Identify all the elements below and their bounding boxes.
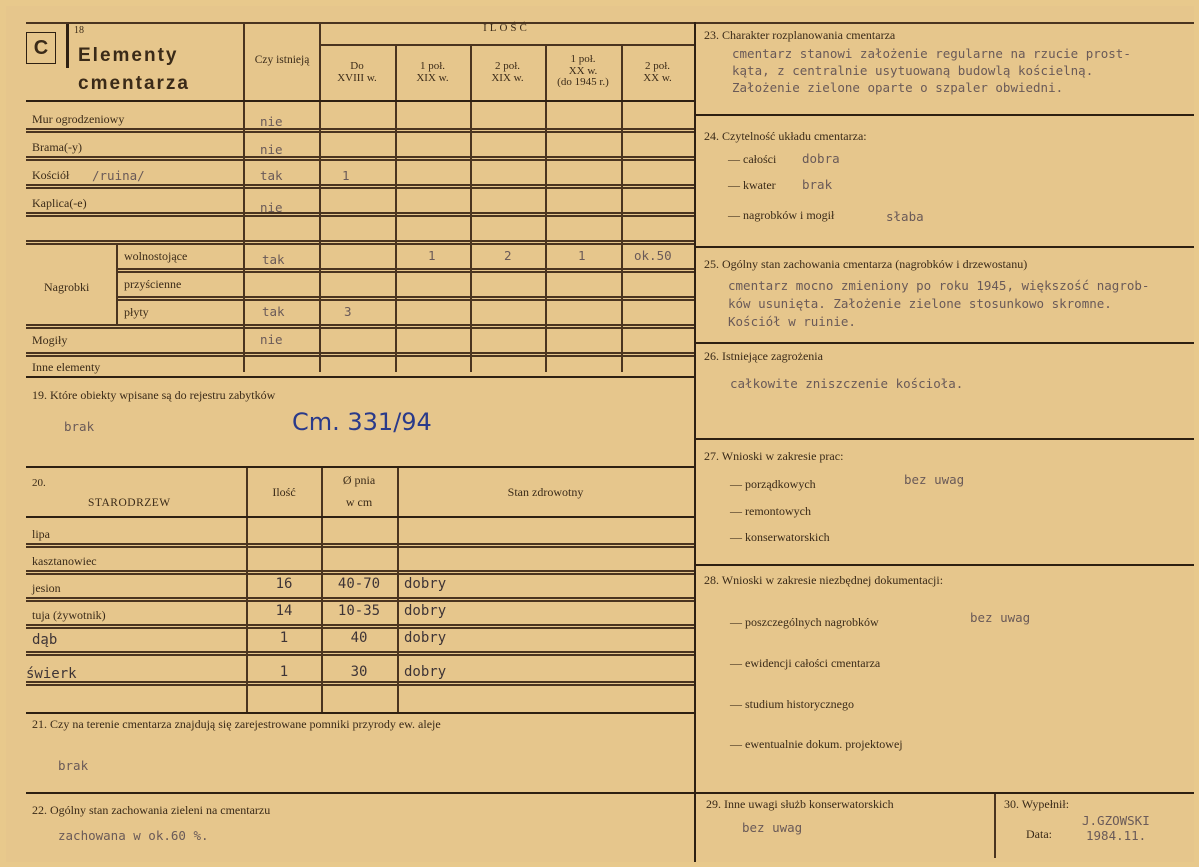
s25-line: Kościół w ruinie. xyxy=(728,314,856,329)
period-header: Do XVIII w. xyxy=(337,60,377,84)
s25-label: 25. Ogólny stan zachowania cmentarza (nagrobków i drzewostanu) xyxy=(704,257,1028,271)
period-header: 2 poł. XIX w. xyxy=(491,60,524,84)
wolno-exists: tak xyxy=(262,252,285,267)
tree-row-state: dobry xyxy=(404,576,447,592)
row-label-przysc: przyścienne xyxy=(124,277,182,291)
s21-bottom-line xyxy=(26,792,694,794)
tree-row-name: kasztanowiec xyxy=(32,554,97,568)
plyty-do18: 3 xyxy=(344,304,352,319)
row-label-brama: Brama(-y) xyxy=(32,140,82,154)
kosciol-exists: tak xyxy=(260,168,283,183)
kosciol-do18: 1 xyxy=(342,168,350,183)
elements-bottom-line xyxy=(26,376,694,378)
s20-col-state: Stan zdrowotny xyxy=(507,485,584,499)
s24-calosci-label: — całości xyxy=(728,152,777,166)
row-label-mogily: Mogiły xyxy=(32,333,68,347)
s20-col-qty: Ilość xyxy=(272,485,296,499)
tree-row-name: jesion xyxy=(32,581,61,595)
tree-row-qty: 1 xyxy=(279,630,289,646)
wolno-p20-2: ok.50 xyxy=(634,248,672,263)
s24-calosci-value: dobra xyxy=(802,151,840,166)
row-label-nagrobki: Nagrobki xyxy=(44,280,90,294)
tree-row-qty: 14 xyxy=(275,603,293,619)
s24-kwater-label: — kwater xyxy=(728,178,776,192)
row-label-kosciol: Kościół xyxy=(32,168,70,182)
col-czy-header: Czy istnieją xyxy=(254,54,310,66)
s27-value: bez uwag xyxy=(904,472,965,487)
card-letter-box: C xyxy=(26,32,56,64)
s19-label: 19. Które obiekty wpisane są do rejestru zabytków xyxy=(32,388,276,402)
s24-label: 24. Czytelność układu cmentarza: xyxy=(704,129,867,143)
tree-row-name: tuja (żywotnik) xyxy=(32,608,106,622)
tree-row-state: dobry xyxy=(404,603,447,619)
s30-name: J.GZOWSKI xyxy=(1082,813,1150,828)
s20-number: 20. xyxy=(32,477,46,489)
s21-value: brak xyxy=(58,758,89,773)
s27-porzadkowych-label: — porządkowych xyxy=(730,477,816,491)
title-line1: Elementy xyxy=(78,45,179,66)
s25-line: ków usunięta. Założenie zielone stosunkowo skromne. xyxy=(728,296,1112,311)
s28-projektowej-label: — ewentualnie dokum. projektowej xyxy=(730,737,903,751)
s22-label: 22. Ogólny stan zachowania zieleni na cmentarzu xyxy=(32,803,271,817)
column-divider xyxy=(694,22,696,862)
s28-label: 28. Wnioski w zakresie niezbędnej dokumentacji: xyxy=(704,573,944,587)
s28-nagrobkow-label: — poszczególnych nagrobków xyxy=(730,615,879,629)
tree-row-qty: 16 xyxy=(275,576,293,592)
wolno-p19-1: 1 xyxy=(428,248,436,263)
period-header: 2 poł. XX w. xyxy=(643,60,672,84)
s24-nagrobkow-label: — nagrobków i mogił xyxy=(728,208,835,222)
s26-label: 26. Istniejące zagrożenia xyxy=(704,349,823,363)
wolno-p20-1: 1 xyxy=(578,248,586,263)
period-header: 1 poł. XIX w. xyxy=(416,60,449,84)
s30-label: 30. Wypełnił: xyxy=(1004,797,1070,811)
s20-col-dia-unit: w cm xyxy=(345,495,373,509)
kosciol-note: /ruina/ xyxy=(92,168,145,183)
col-line-czy xyxy=(243,22,245,372)
mogily-exists: nie xyxy=(260,332,283,347)
tree-row-name: dąb xyxy=(32,632,58,648)
s19-bottom-line xyxy=(26,466,694,468)
row-label-inne: Inne elementy xyxy=(32,360,101,374)
s23-line: cmentarz stanowi założenie regularne na rzucie prost- xyxy=(732,46,1131,61)
wolno-p19-2: 2 xyxy=(504,248,512,263)
s21-label: 21. Czy na terenie cmentarza znajdują się zarejestrowane pomniki przyrody ew. aleje xyxy=(32,717,441,731)
period-header: 1 poł. XX w. (do 1945 r.) xyxy=(557,53,609,89)
s25-line: cmentarz mocno zmieniony po roku 1945, większość nagrob- xyxy=(728,278,1150,293)
header-accent-bar xyxy=(66,24,69,68)
s27-remontowych-label: — remontowych xyxy=(730,504,811,518)
s19-register-number: Cm. 331/94 xyxy=(292,408,432,436)
nagrobki-divider xyxy=(116,243,118,324)
tree-row-name: świerk xyxy=(26,666,77,682)
s28-studium-label: — studium historycznego xyxy=(730,697,854,711)
plyty-exists: tak xyxy=(262,304,285,319)
s27-konserwatorskich-label: — konserwatorskich xyxy=(730,530,830,544)
s24-kwater-value: brak xyxy=(802,177,833,192)
row-label-wolno: wolnostojące xyxy=(124,249,188,263)
tree-row-state: dobry xyxy=(404,630,447,646)
row-label-mur: Mur ogrodzeniowy xyxy=(32,112,125,126)
cemetery-record-card xyxy=(6,6,1194,862)
s26-value: całkowite zniszczenie kościoła. xyxy=(730,376,964,391)
header-bottom-line xyxy=(26,100,694,102)
ilosc-underline xyxy=(319,44,694,46)
s30-date-label: Data: xyxy=(1026,827,1052,841)
tree-row-state: dobry xyxy=(404,664,447,680)
s23-line: kąta, z centralnie usytuowaną budowlą kościelną. xyxy=(732,63,1094,78)
row-label-plyty: płyty xyxy=(124,305,149,319)
col-ilosc-header: ILOŚĆ xyxy=(483,22,530,34)
s24-nagrobkow-value: słaba xyxy=(886,209,924,224)
s28-value: bez uwag xyxy=(970,610,1031,625)
s23-line: Założenie zielone oparte o szpaler obwiedni. xyxy=(732,80,1064,95)
tree-row-dia: 40-70 xyxy=(337,576,381,592)
s20-col-name: STARODRZEW xyxy=(88,497,171,509)
s22-value: zachowana w ok.60 %. xyxy=(58,828,209,843)
s28-ewidencji-label: — ewidencji całości cmentarza xyxy=(730,656,881,670)
s23-label: 23. Charakter rozplanowania cmentarza xyxy=(704,28,896,42)
s29-value: bez uwag xyxy=(742,820,803,835)
s27-label: 27. Wnioski w zakresie prac: xyxy=(704,449,844,463)
s29-label: 29. Inne uwagi służb konserwatorskich xyxy=(706,797,894,811)
s30-date: 1984.11. xyxy=(1086,828,1147,843)
s19-value: brak xyxy=(64,419,95,434)
s29-s30-divider xyxy=(994,794,996,858)
tree-row-qty: 1 xyxy=(279,664,289,680)
card-number: 18 xyxy=(74,25,84,36)
tree-row-dia: 30 xyxy=(350,664,368,680)
s20-col-dia-symbol: Ø pnia xyxy=(342,473,376,487)
tree-row-dia: 40 xyxy=(350,630,368,646)
kaplica-exists: nie xyxy=(260,200,283,215)
tree-row-dia: 10-35 xyxy=(337,603,381,619)
mur-exists: nie xyxy=(260,114,283,129)
tree-row-name: lipa xyxy=(32,527,50,541)
row-label-kaplica: Kaplica(-e) xyxy=(32,196,87,210)
brama-exists: nie xyxy=(260,142,283,157)
title-line2: cmentarza xyxy=(78,73,190,94)
